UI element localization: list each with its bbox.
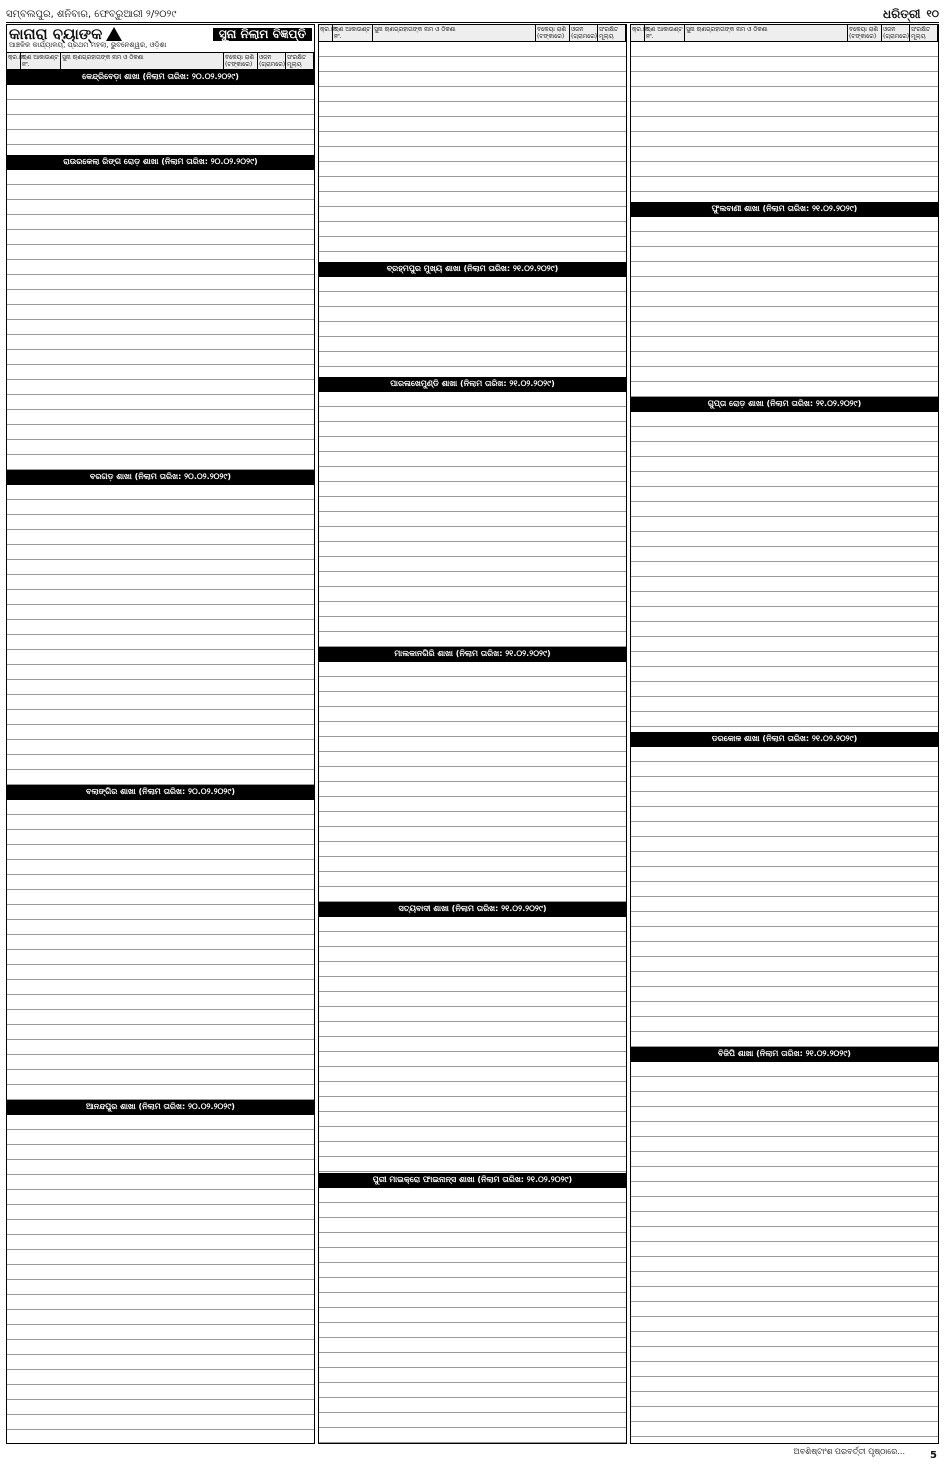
col-weight: ଓଜନ (ଗ୍ରାମରେ) bbox=[571, 26, 598, 40]
notice-columns bbox=[6, 24, 939, 1444]
col-name: ସୁନା ଋଣଗ୍ରହୀତାଙ୍କ ନାମ ଓ ଠିକଣା bbox=[373, 25, 536, 41]
column-3 bbox=[630, 24, 939, 1444]
col-account: ଋଣ ଆକାଉଣ୍ଟ ନଂ. bbox=[21, 53, 61, 69]
masthead bbox=[6, 6, 939, 23]
branch-header: ବରଗଡ଼ ଶାଖା (ନିଲାମ ତାରିଖ: ୨୦.୦୨.୨୦୨୯) bbox=[7, 470, 314, 485]
branch-header: ଫୁଲବାଣୀ ଶାଖା (ନିଲାମ ତାରିଖ: ୨୧.୦୨.୨୦୨୯) bbox=[631, 202, 938, 217]
col-dues: ବକେୟା ରାଶି (ଟଙ୍କାରେ) bbox=[224, 53, 258, 69]
canara-logo-icon bbox=[106, 27, 122, 41]
bank-name: କାନାରା ବ୍ୟାଙ୍କ bbox=[9, 24, 103, 43]
column-1 bbox=[6, 24, 315, 1444]
page-number: 5 bbox=[930, 1450, 937, 1461]
col-name: ସୁନା ଋଣଗ୍ରହୀତାଙ୍କ ନାମ ଓ ଠିକଣା bbox=[61, 53, 224, 69]
branch-header: ଗୁପ୍ତା ରୋଡ଼ ଶାଖା (ନିଲାମ ତାରିଖ: ୨୧.୦୨.୨୦୨୯) bbox=[631, 397, 938, 412]
col-account: ଋଣ ଆକାଉଣ୍ଟ ନଂ. bbox=[645, 25, 685, 41]
table-header bbox=[631, 25, 938, 42]
column-2 bbox=[318, 24, 627, 1444]
branch-header: ବ୍ରହ୍ମପୁର ମୁଖ୍ୟ ଶାଖା (ନିଲାମ ତାରିଖ: ୨୧.୦୨.୨୦୨୯) bbox=[319, 262, 626, 277]
page-id bbox=[883, 7, 939, 22]
branch-header: ମାଲକାନଗିରି ଶାଖା (ନିଲାମ ତାରିଖ: ୨୧.୦୨.୨୦୨୯) bbox=[319, 647, 626, 662]
col-weight: ଓଜନ (ଗ୍ରାମରେ) bbox=[259, 54, 286, 68]
branch-header: ବିଜିପି ଶାଖା (ନିଲାମ ତାରିଖ: ୨୧.୦୨.୨୦୨୯) bbox=[631, 1047, 938, 1062]
table-header bbox=[319, 25, 626, 42]
col-sl: କ୍ର.ନଂ. bbox=[631, 25, 645, 41]
paper-name: ଧରିତ୍ରୀ bbox=[883, 6, 921, 21]
table-header bbox=[7, 53, 314, 70]
branch-header: ପୁରୀ ମାଇକ୍ରୋ ଫାଇନାନ୍ସ ଶାଖା (ନିଲାମ ତାରିଖ: ୨୧.୦୨.୨୦୨୯) bbox=[319, 1173, 626, 1188]
page-label: ୧୦ bbox=[926, 8, 939, 20]
col-account: ଋଣ ଆକାଉଣ୍ଟ ନଂ. bbox=[333, 25, 373, 41]
col-sl: କ୍ର.ନଂ. bbox=[319, 25, 333, 41]
col-name: ସୁନା ଋଣଗ୍ରହୀତାଙ୍କ ନାମ ଓ ଠିକଣା bbox=[685, 25, 848, 41]
col-reserve: ସଂରକ୍ଷିତ ମୂଲ୍ୟ bbox=[910, 25, 938, 41]
notice-title: ସୁନା ନିଲାମ ବିଜ୍ଞପ୍ତି bbox=[213, 28, 312, 41]
branch-header: କେନ୍ଦ୍ରିବେଡ଼ା ଶାଖା (ନିଲାମ ତାରିଖ: ୨୦.୦୨.୨୦୨୯) bbox=[7, 70, 314, 85]
branch-header: ସତ୍ୟବାଦୀ ଶାଖା (ନିଲାମ ତାରିଖ: ୨୧.୦୨.୨୦୨୯) bbox=[319, 902, 626, 917]
dateline: ସମ୍ବଲପୁର, ଶନିବାର, ଫେବ୍ରୁଆରୀ ୨/୨୦୨୯ bbox=[6, 8, 177, 20]
notice-intro: ଆଞ୍ଚଳିକ କାର୍ଯ୍ୟାଳୟ, ପ୍ରଥମ ମହଲା, ଭୁବନେଶ୍ୱର, ଓଡ଼ିଶା bbox=[9, 41, 167, 49]
col-reserve: ସଂରକ୍ଷିତ ମୂଲ୍ୟ bbox=[286, 53, 314, 69]
branch-header: ଡରକୋଳ ଶାଖା (ନିଲାମ ତାରିଖ: ୨୧.୦୨.୨୦୨୯) bbox=[631, 732, 938, 747]
continued-note: ଅବଶିଷ୍ଟାଂଶ ପରବର୍ତ୍ତୀ ପୃଷ୍ଠାରେ... bbox=[793, 1447, 905, 1456]
col-sl: କ୍ର.ନଂ. bbox=[7, 53, 21, 69]
col-reserve: ସଂରକ୍ଷିତ ମୂଲ୍ୟ bbox=[598, 25, 626, 41]
branch-header: ପାରଳାଖେମୁଣ୍ଡି ଶାଖା (ନିଲାମ ତାରିଖ: ୨୧.୦୨.୨୦୨୯) bbox=[319, 377, 626, 392]
branch-header: ଆନନ୍ଦପୁର ଶାଖା (ନିଲାମ ତାରିଖ: ୨୦.୦୨.୨୦୨୯) bbox=[7, 1100, 314, 1115]
notice-header bbox=[7, 25, 314, 53]
col-weight: ଓଜନ (ଗ୍ରାମରେ) bbox=[883, 26, 910, 40]
branch-header: ବଲାଙ୍ଗିର ଶାଖା (ନିଲାମ ତାରିଖ: ୨୦.୦୨.୨୦୨୯) bbox=[7, 785, 314, 800]
col-dues: ବକେୟା ରାଶି (ଟଙ୍କାରେ) bbox=[536, 25, 570, 41]
branch-header: ରାଉରକେଲା ରିଙ୍ଗ ରୋଡ଼ ଶାଖା (ନିଲାମ ତାରିଖ: ୨୦.୦୨.୨୦୨୯) bbox=[7, 155, 314, 170]
col-dues: ବକେୟା ରାଶି (ଟଙ୍କାରେ) bbox=[848, 25, 882, 41]
